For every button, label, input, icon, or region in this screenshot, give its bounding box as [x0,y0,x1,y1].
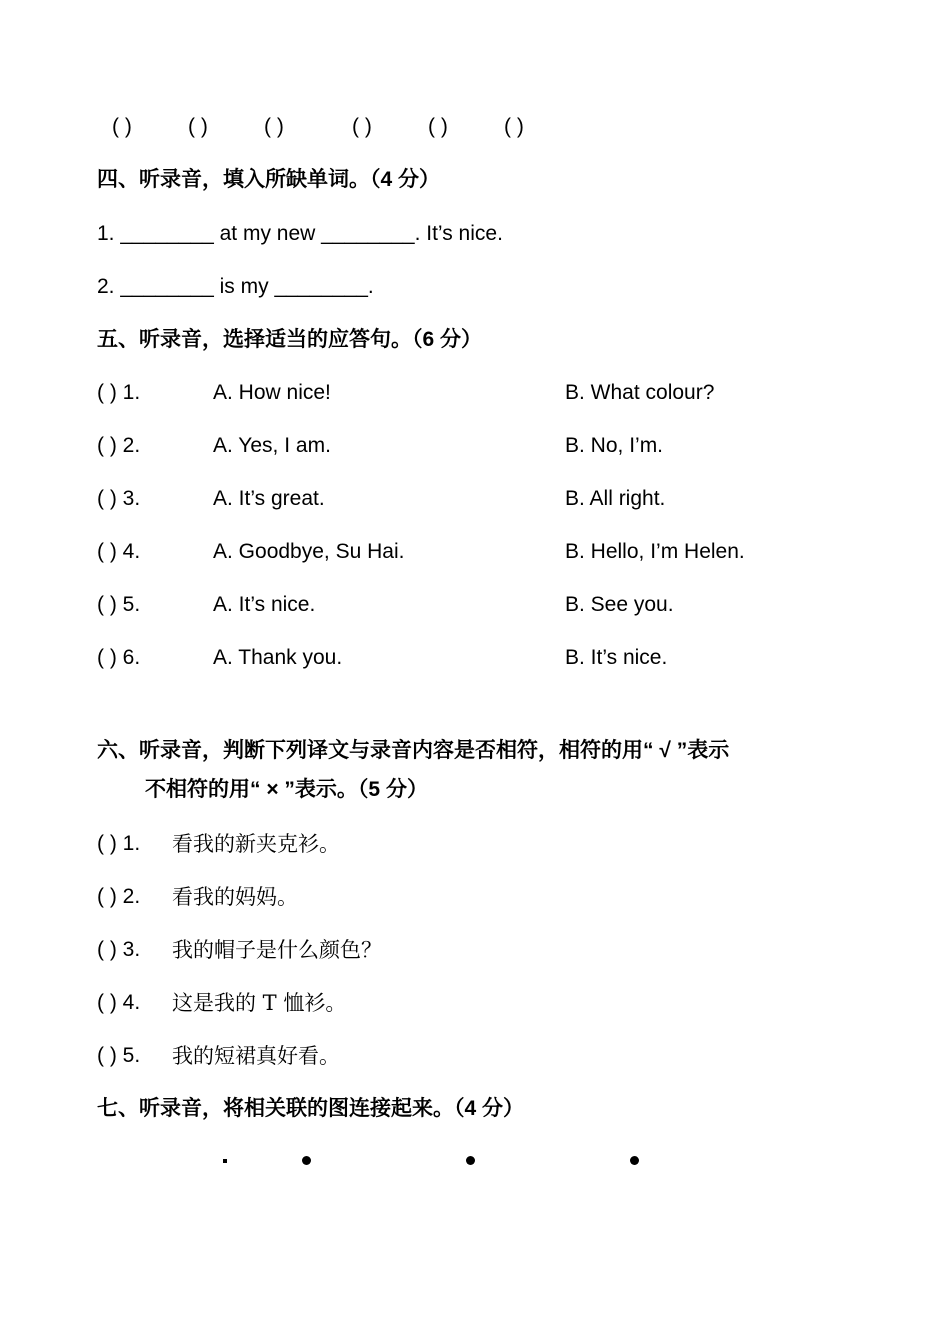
option-b: B. Hello, I’m Helen. [565,540,745,563]
section5-heading: 五、听录音，选择适当的应答句。（6 分） [97,328,483,351]
item-number: ( ) 6. [97,646,141,669]
fill-blank-item: 1. ________ at my new ________. It’s nice. [97,222,503,245]
translation-text: 我的短裙真好看。 [172,1044,340,1068]
item-number: ( ) 4. [97,540,141,563]
connect-dot[interactable] [223,1159,227,1163]
section6-heading: 六、听录音，判断下列译文与录音内容是否相符，相符的用“ √ ”表示 [97,739,730,762]
option-b: B. It’s nice. [565,646,668,669]
item-number: ( ) 1. [97,832,141,855]
item-number: ( ) 2. [97,885,141,908]
section6-heading-cont: 不相符的用“ × ”表示。（5 分） [145,778,428,801]
answer-paren: ( ) [264,115,284,138]
section4-heading: 四、听录音，填入所缺单词。（4 分） [97,168,441,191]
option-b: B. See you. [565,593,674,616]
fill-blank-item: 2. ________ is my ________. [97,275,374,298]
answer-paren: ( ) [112,115,132,138]
connect-dot[interactable] [466,1156,475,1165]
answer-paren: ( ) [352,115,372,138]
item-number: ( ) 5. [97,1044,141,1067]
answer-parens-row [0,115,950,143]
option-a: A. It’s nice. [213,593,316,616]
translation-text: 我的帽子是什么颜色？ [172,938,382,962]
item-number: ( ) 3. [97,487,141,510]
option-a: A. It’s great. [213,487,325,510]
option-a: A. How nice! [213,381,331,404]
option-b: B. All right. [565,487,666,510]
answer-paren: ( ) [504,115,524,138]
option-a: A. Thank you. [213,646,343,669]
item-number: ( ) 2. [97,434,141,457]
connect-dot[interactable] [302,1156,311,1165]
translation-text: 看我的妈妈。 [172,885,298,909]
answer-paren: ( ) [428,115,448,138]
option-b: B. No, I’m. [565,434,664,457]
item-number: ( ) 4. [97,991,141,1014]
option-b: B. What colour? [565,381,715,404]
item-number: ( ) 5. [97,593,141,616]
section7-heading: 七、听录音，将相关联的图连接起来。（4 分） [97,1097,525,1120]
answer-paren: ( ) [188,115,208,138]
translation-text: 这是我的 T 恤衫。 [172,991,347,1015]
option-a: A. Goodbye, Su Hai. [213,540,405,563]
connect-dot[interactable] [630,1156,639,1165]
option-a: A. Yes, I am. [213,434,331,457]
item-number: ( ) 3. [97,938,141,961]
translation-text: 看我的新夹克衫。 [172,832,340,856]
item-number: ( ) 1. [97,381,141,404]
